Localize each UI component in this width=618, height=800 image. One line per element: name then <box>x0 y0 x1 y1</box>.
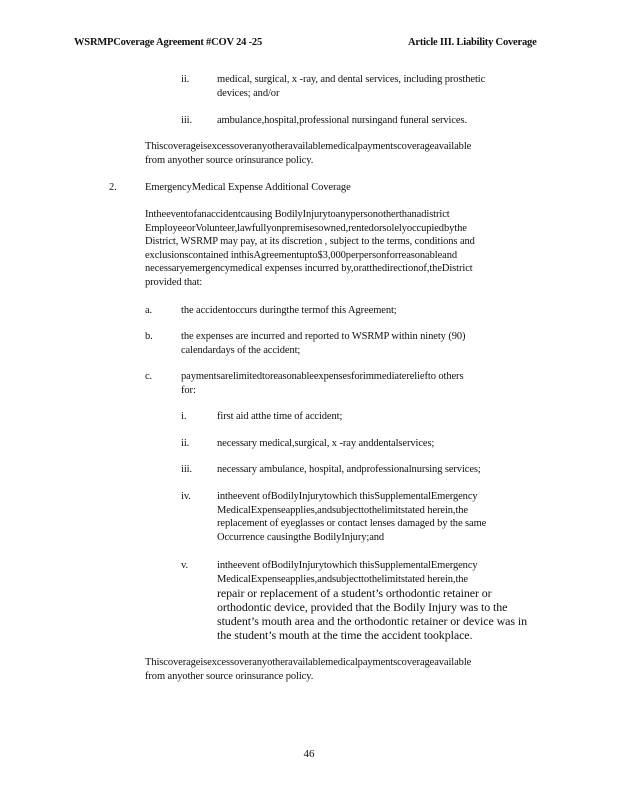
subitem-i-number: i. <box>181 411 187 422</box>
section-2-title: EmergencyMedical Expense Additional Coverage <box>145 182 351 193</box>
item-ii-text: medical, surgical, x -ray, and dental services, including prosthetic devices; and/or <box>217 74 486 99</box>
subitem-v-number: v. <box>181 560 188 571</box>
condition-a-number: a. <box>145 305 153 316</box>
subitem-iii-text: necessary ambulance, hospital, andprofessionalnursing services; <box>217 464 481 475</box>
subitem-ii-text: necessary medical,surgical, x -ray anddentalservices; <box>217 438 435 449</box>
subitem-v-text: intheevent ofBodilyInjurytowhich thisSupplementalEmergency MedicalExpenseapplies,andsubjecttothelimitstated herein,the repair or replacement of a student’s orthodontic retainer or orthodontic device, provided that the Bodily Injury was to the student’s mouth area and the orthodontic retainer or device was in the student’s mouth at the time the accident tookplace. <box>217 560 527 642</box>
subitem-iv-number: iv. <box>181 491 191 502</box>
item-iii-text: ambulance,hospital,professional nursingand funeral services. <box>217 115 468 126</box>
section-2-number: 2. <box>109 182 117 193</box>
condition-a-text: the accidentoccurs duringthe termof this Agreement; <box>181 305 397 316</box>
page-number: 46 <box>303 748 315 760</box>
header-right: Article III. Liability Coverage <box>408 37 537 48</box>
condition-c-number: c. <box>145 371 153 382</box>
condition-c-text: paymentsarelimitedtoreasonableexpensesforimmediatereliefto others for: <box>181 371 464 396</box>
closing-excess-note: Thiscoverageisexcessoveranyotheravailablemedicalpaymentscoverageavailable from anyother source orinsurance policy. <box>145 657 472 682</box>
header-left: WSRMPCoverage Agreement #COV 24 -25 <box>74 37 262 48</box>
item-ii-number: ii. <box>181 74 190 85</box>
section-2-paragraph: Intheeventofanaccidentcausing BodilyInjurytoanypersonotherthanadistrict EmployeeorVolunteer,lawfullyonpremisesowned,rentedorsolelyoccupiedbythe District, WSRMP may pay, at its discretion , subject to the terms, conditions and exclusionscontained inthisAgreementupto$3,000perpersonforreasonableand necessaryemergencymedical expenses incurred by,oratthedirectionof,theDistrict provided that: <box>145 209 475 288</box>
subitem-ii-number: ii. <box>181 438 190 449</box>
subitem-iii-number: iii. <box>181 464 192 475</box>
subitem-iv-text: intheevent ofBodilyInjurytowhich thisSupplementalEmergency MedicalExpenseapplies,andsubjecttothelimitstated herein,the replacement of eyeglasses or contact lenses damaged by the same Occurrence causingthe BodilyInjury;and <box>217 491 487 543</box>
condition-b-number: b. <box>145 331 153 342</box>
item-iii-number: iii. <box>181 115 192 126</box>
condition-b-text: the expenses are incurred and reported to WSRMP within ninety (90) calendardays of the accident; <box>181 331 466 356</box>
excess-coverage-note: Thiscoverageisexcessoveranyotheravailablemedicalpaymentscoverageavailable from anyother source orinsurance policy. <box>145 141 472 166</box>
subitem-i-text: first aid atthe time of accident; <box>217 411 343 422</box>
